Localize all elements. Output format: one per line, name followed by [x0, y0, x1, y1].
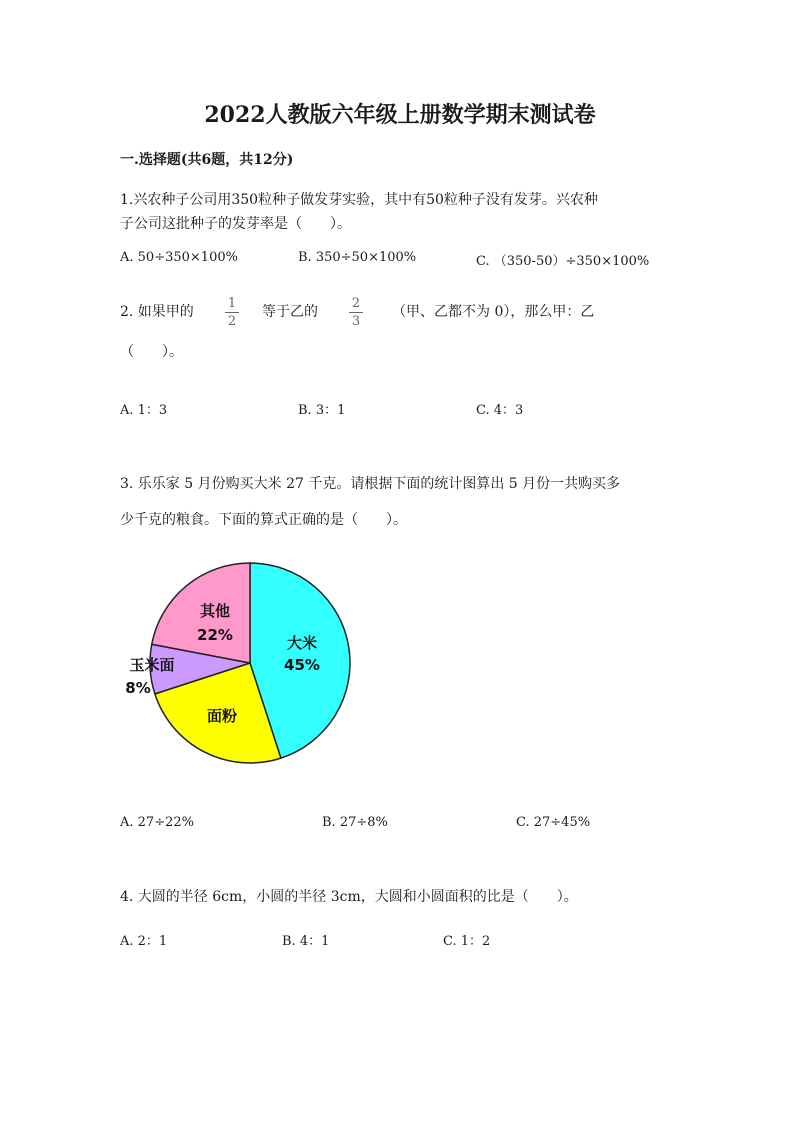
- question-2-line-2: （ ）。: [120, 344, 183, 360]
- fraction-bar: [225, 312, 239, 313]
- question-1-option-c: C. （350-50）÷350×100%: [476, 254, 650, 269]
- fraction-bar: [349, 312, 363, 313]
- slice-label-rice-name: 大米: [286, 634, 318, 652]
- slice-label-other-value: 22%: [197, 626, 233, 644]
- question-2-option-c: C. 4：3: [476, 403, 524, 418]
- question-2-part-3: （甲、乙都不为 0），那么甲：乙: [392, 304, 595, 320]
- question-4-option-b: B. 4：1: [282, 934, 330, 949]
- question-3-option-a: A. 27÷22%: [120, 815, 194, 830]
- question-3-option-b: B. 27÷8%: [322, 815, 388, 830]
- question-1-line-2: 子公司这批种子的发芽率是（ ）。: [120, 216, 351, 232]
- question-2-part-2: 等于乙的: [262, 304, 318, 320]
- question-1-option-a: A. 50÷350×100%: [120, 250, 238, 265]
- fraction-denominator: 2: [227, 314, 237, 329]
- question-2-option-a: A. 1：3: [120, 403, 168, 418]
- slice-label-flour-name: 面粉: [206, 707, 238, 725]
- question-4-line-1: 4. 大圆的半径 6cm，小圆的半径 3cm，大圆和小圆面积的比是（ ）。: [120, 889, 578, 905]
- question-1-option-b: B. 350÷50×100%: [298, 250, 417, 265]
- question-3-option-c: C. 27÷45%: [516, 815, 591, 830]
- fraction-two-thirds: [347, 296, 365, 329]
- question-2-part-1: 2. 如果甲的: [120, 304, 194, 320]
- slice-label-other-name: 其他: [199, 602, 231, 620]
- pie-chart: [110, 560, 360, 775]
- fraction-numerator: 1: [227, 296, 237, 311]
- fraction-numerator: 2: [351, 296, 361, 311]
- page-title: 2022人教版六年级上册数学期末测试卷: [204, 102, 596, 128]
- fraction-denominator: 3: [351, 314, 361, 329]
- question-4-option-a: A. 2：1: [120, 934, 168, 949]
- slice-label-rice-value: 45%: [284, 656, 320, 674]
- question-3-line-1: 3. 乐乐家 5 月份购买大米 27 千克。请根据下面的统计图算出 5 月份一共购买多: [120, 476, 621, 492]
- question-2-option-b: B. 3：1: [298, 403, 346, 418]
- question-3-line-2: 少千克的粮食。下面的算式正确的是（ ）。: [120, 512, 407, 528]
- slice-label-corn-value: 8%: [125, 679, 151, 697]
- section-heading: 一.选择题(共6题，共12分): [120, 152, 294, 168]
- question-1-line-1: 1.兴农种子公司用350粒种子做发芽实验，其中有50粒种子没有发芽。兴农种: [120, 192, 598, 208]
- fraction-one-half: [223, 296, 241, 329]
- slice-label-corn-name: 玉米面: [129, 656, 175, 674]
- question-4-option-c: C. 1：2: [443, 934, 491, 949]
